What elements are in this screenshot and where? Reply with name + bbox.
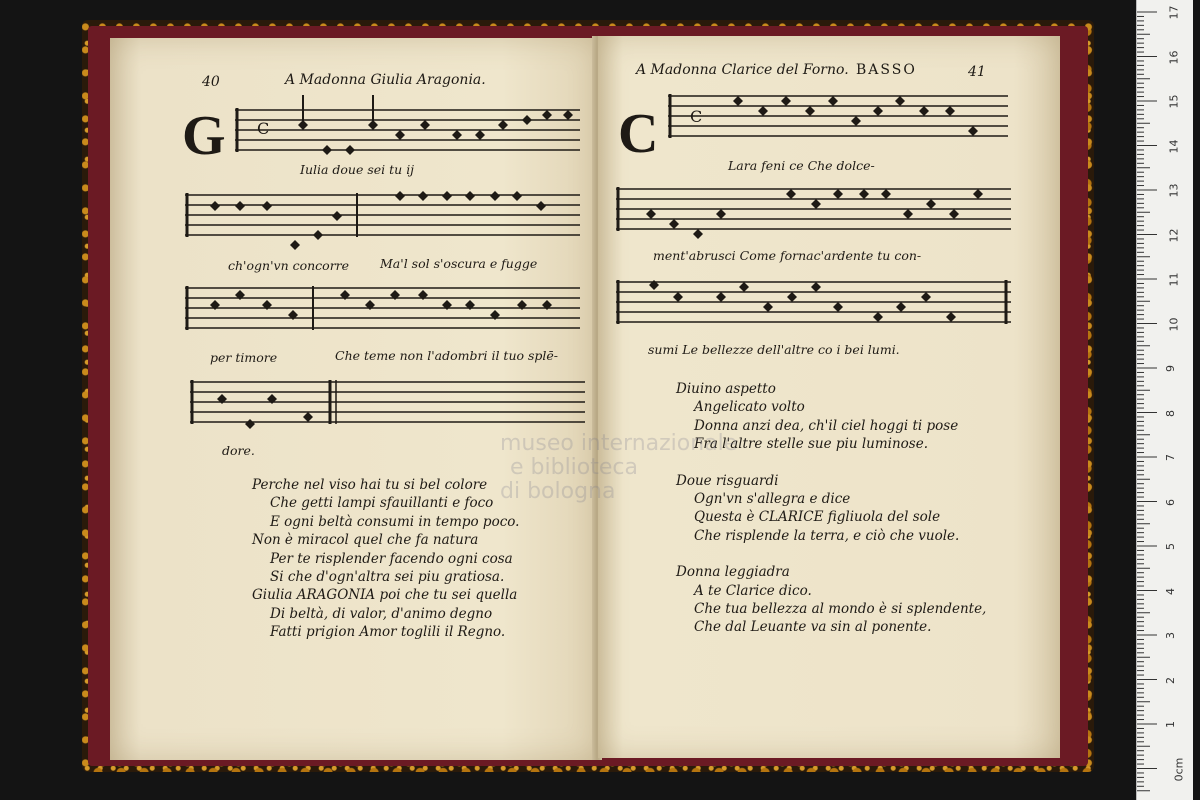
poem-line: Giulia ARAGONIA poi che tu sei quella — [252, 587, 518, 604]
ruler-number: 8 — [1164, 409, 1177, 417]
poem-line: Che tua bellezza al mondo è si splendente, — [694, 601, 987, 618]
poem-line: A te Clarice dico. — [694, 582, 812, 599]
music-staff-1 — [235, 90, 580, 162]
ruler-number: 9 — [1164, 365, 1177, 372]
poem-line: Fatti prigion Amor toglili il Regno. — [270, 624, 506, 641]
svg-text:C: C — [690, 107, 703, 126]
music-staff-3 — [185, 278, 580, 348]
lyric-line: sumi Le bellezze dell'altre co i bei lumi. — [648, 342, 900, 357]
ruler-number: 3 — [1164, 632, 1177, 639]
poem-block — [252, 476, 519, 642]
poem-line: E ogni beltà consumi in tempo poco. — [270, 513, 520, 530]
poem-line: Di beltà, di valor, d'animo degno — [270, 605, 493, 622]
page-header: A Madonna Clarice del Forno. — [636, 62, 849, 78]
watermark-line: di bologna — [500, 479, 616, 504]
poem-line: Non è miracol quel che fa natura — [252, 532, 479, 549]
right-page — [598, 36, 1060, 758]
lyric-line: ch'ogn'vn concorre — [228, 258, 350, 273]
lyric-line: per timore — [210, 350, 278, 365]
poem-line: Donna anzi dea, ch'il ciel hoggi ti pose — [694, 417, 959, 434]
ruler-number: 4 — [1164, 587, 1177, 595]
poem-line: Diuino aspetto — [676, 381, 776, 397]
lyric-line: Lara feni ce Che dolce- — [728, 158, 875, 173]
poem-line: Questa è CLARICE figliuola del sole — [694, 509, 941, 526]
svg-text:C: C — [257, 119, 270, 138]
ruler-number: 6 — [1164, 498, 1177, 506]
music-staff-3 — [616, 270, 1011, 342]
poem-line: Ogn'vn s'allegra e dice — [694, 491, 851, 508]
page-number: 41 — [968, 64, 986, 80]
music-staff-2 — [185, 183, 580, 255]
page-number: 40 — [202, 74, 220, 90]
ruler-number: 17 — [1167, 5, 1181, 20]
watermark — [500, 432, 737, 504]
ruler-number: 1 — [1164, 721, 1177, 728]
ruler-number: 16 — [1167, 50, 1181, 64]
music-staff-2 — [616, 181, 1011, 253]
watermark-line: museo internazionale — [500, 431, 738, 456]
lyric-line: ment'abrusci Come fornac'ardente tu con- — [653, 248, 922, 263]
music-staff-1 — [668, 82, 1008, 154]
poem-line: Fra l'altre stelle sue piu luminose. — [694, 436, 928, 453]
watermark-line: e biblioteca — [510, 455, 638, 480]
voice-part: BASSO — [856, 62, 917, 78]
poem-line: Doue risguardi — [676, 472, 779, 489]
ruler-number: 10 — [1167, 317, 1181, 331]
ruler-number: 12 — [1167, 228, 1181, 242]
ruler-number: 11 — [1167, 272, 1181, 287]
ruler-number: 14 — [1167, 139, 1181, 153]
poem-line: Che risplende la terra, e ciò che vuole. — [694, 527, 960, 544]
poem-line: Che dal Leuante va sin al ponente. — [694, 619, 932, 636]
poem-line: Perche nel viso hai tu si bel colore — [252, 477, 488, 493]
lyric-line: Ma'l sol s'oscura e fugge — [380, 256, 538, 271]
poem-line: Si che d'ogn'altra sei piu gratiosa. — [270, 569, 505, 586]
ruler-number: 13 — [1167, 183, 1181, 198]
poem-line: Angelicato volto — [694, 399, 805, 416]
initial-letter: G — [182, 105, 226, 167]
initial-letter: C — [618, 103, 659, 165]
measuring-ruler — [1136, 0, 1193, 800]
poem-block — [676, 380, 986, 637]
poem-line: Donna leggiadra — [676, 564, 790, 581]
ruler-number: 2 — [1164, 676, 1177, 684]
ruler-number: 0cm — [1172, 757, 1186, 781]
lyric-line: dore. — [222, 443, 255, 458]
lyric-line: Che teme non l'adombri il tuo splē- — [335, 348, 559, 363]
ruler-number: 5 — [1164, 543, 1177, 550]
ruler-number: 15 — [1167, 94, 1181, 109]
ruler-number: 7 — [1164, 454, 1177, 461]
poem-line: Per te risplender facendo ogni cosa — [270, 550, 513, 567]
page-header: A Madonna Giulia Aragonia. — [285, 72, 486, 88]
left-page — [110, 38, 600, 760]
stanza-gap — [676, 545, 986, 563]
poem-line: Che getti lampi sfauillanti e foco — [270, 495, 494, 512]
lyric-line: Iulia doue sei tu ij — [300, 162, 415, 177]
